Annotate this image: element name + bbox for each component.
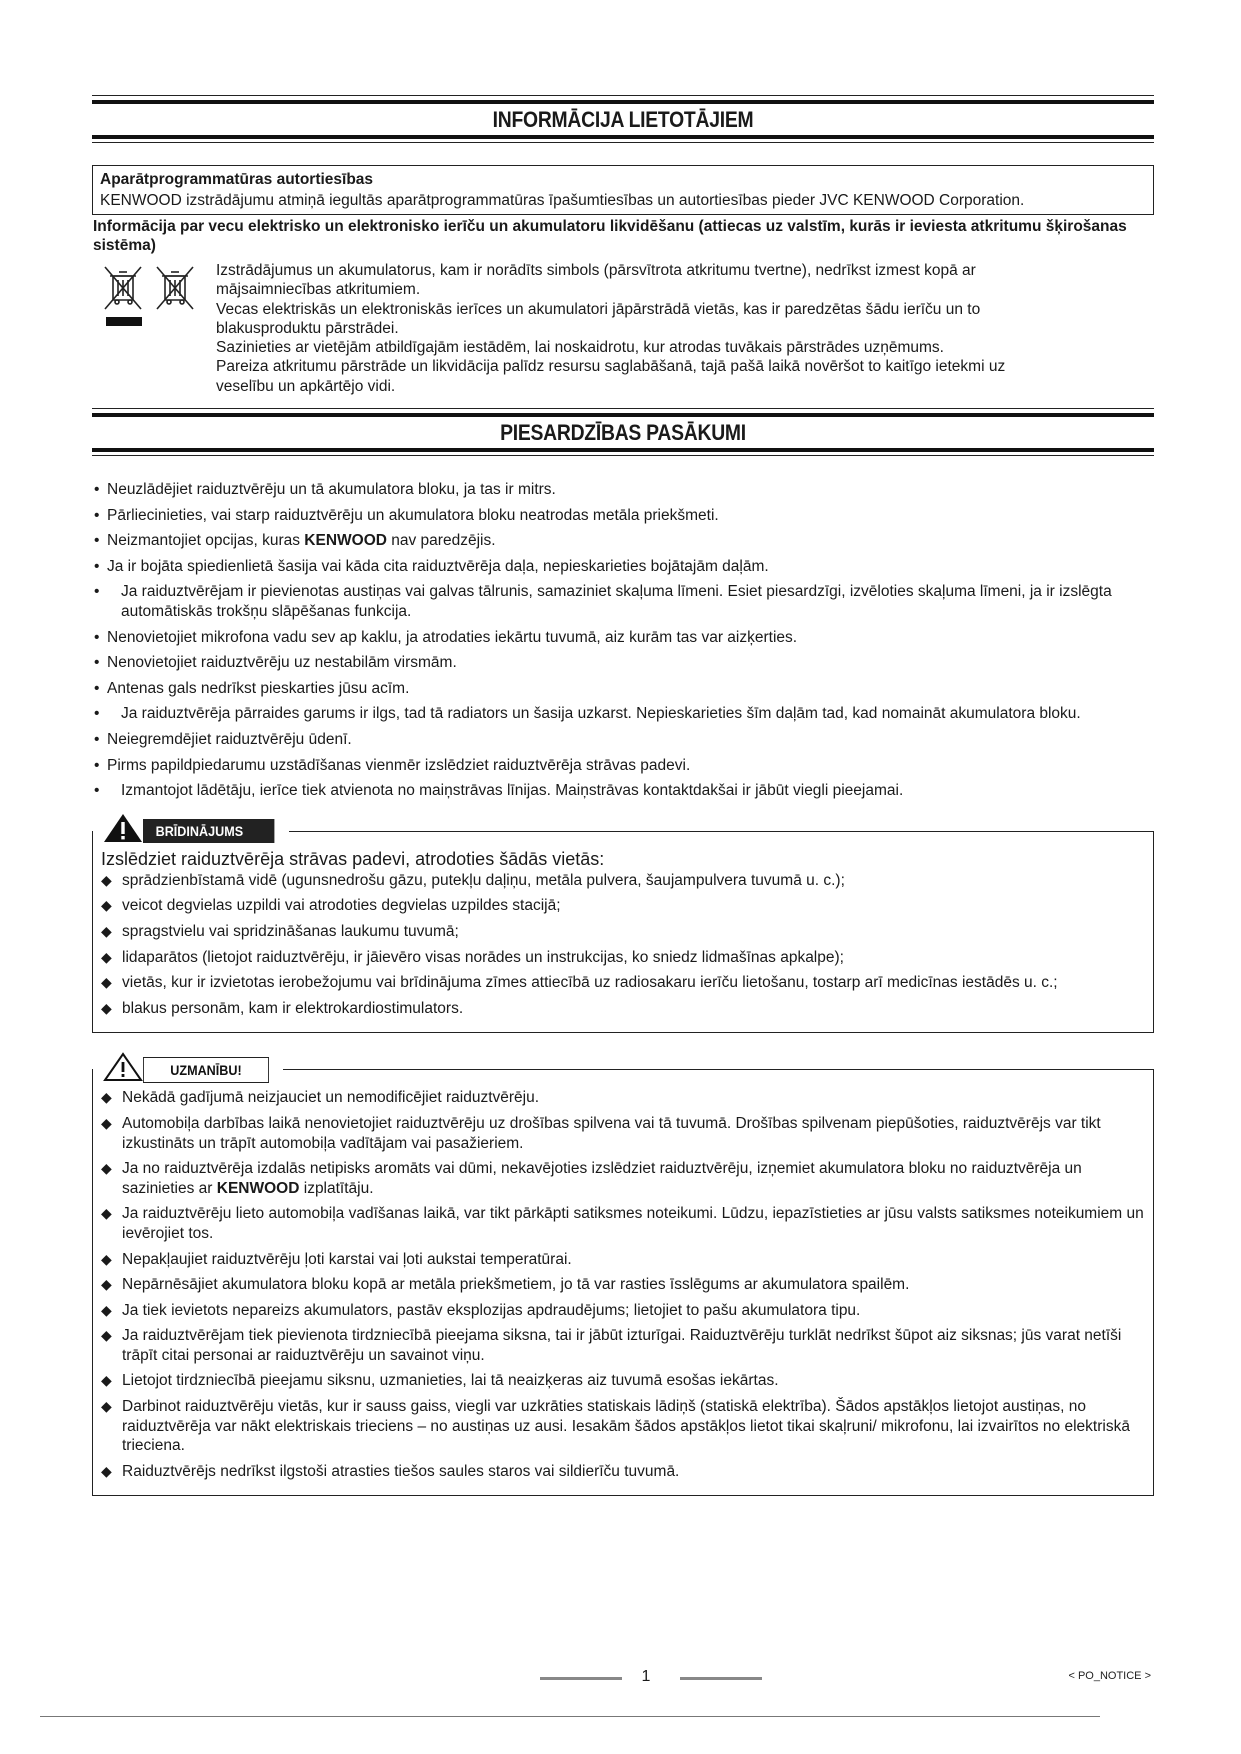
- list-item: • Pārliecinieties, vai starp raiduztvērēju un akumulatora bloku neatrodas metāla priekšmeti.: [92, 506, 1154, 526]
- disposal-line: Izstrādājumus un akumulatorus, kam ir norādīts simbols (pārsvītrota atkritumu tvertne), nedrīkst izmest kopā ar: [216, 262, 976, 279]
- list-item: ◆ veicot degvielas uzpildi vai atrodoties degvielas uzpildes stacijā;: [101, 896, 1145, 916]
- footer-rule-left: [540, 1677, 622, 1680]
- bin-bar-symbol: [106, 317, 142, 326]
- list-item: • Neizmantojiet opcijas, kuras KENWOOD nav paredzējis.: [92, 531, 1154, 551]
- list-item: ◆ Nekādā gadījumā neizjauciet un nemodificējiet raiduztvērēju.: [101, 1088, 1145, 1108]
- warning-tab: [93, 819, 289, 844]
- disposal-line: blakusproduktu pārstrādei.: [216, 319, 399, 337]
- footer-rule-right: [680, 1677, 762, 1680]
- caution-box: [92, 1061, 1154, 1496]
- list-item: • Neiegremdējiet raiduztvērēju ūdenī.: [92, 730, 1154, 750]
- disposal-line: veselību un apkārtējo vidi.: [216, 377, 396, 395]
- list-item: • Antenas gals nedrīkst pieskarties jūsu acīm.: [92, 679, 1154, 699]
- list-item: ◆ Ja raiduztvērējam tiek pievienota tirdzniecībā pieejama siksna, tai ir jābūt izturīgai. Raiduztvērēju turklāt nedrīkst šūpot aiz siksnas; jūs varat netīši trāpīt citai personai ar raiduztvērēju un savainot viņu.: [101, 1326, 1145, 1365]
- list-item: ◆ Nepārnēsājiet akumulatora bloku kopā ar metāla priekšmetiem, jo tā var rasties īsslēgums ar akumulatora spailēm.: [101, 1275, 1145, 1295]
- copyright-text: KENWOOD izstrādājumu atmiņā iegultās aparātprogrammatūras īpašumtiesības un autortiesības pieder JVC KENWOOD Corporation.: [100, 192, 1025, 209]
- list-item: ◆ Ja no raiduztvērēja izdalās netipisks aromāts vai dūmi, nekavējoties izslēdziet raiduztvērēju, izņemiet akumulatora bloku no raiduztvērēja un sazinieties ar KENWOOD izplatītāju.: [101, 1159, 1145, 1198]
- list-item: • Ja ir bojāta spiedienlietā šasija vai kāda cita raiduztvērēja daļa, nepieskarieties bojātajām daļām.: [92, 557, 1154, 577]
- list-item: • Pirms papildpiedarumu uzstādīšanas vienmēr izslēdziet raiduztvērēja strāvas padevi.: [92, 756, 1154, 776]
- warning-box: [92, 823, 1154, 1034]
- warning-label: BRĪDINĀJUMS: [143, 819, 274, 843]
- crossed-bin-bar-icon: [154, 265, 196, 311]
- disposal-heading: Informācija par vecu elektrisko un elektronisko ierīču un akumulatoru likvidēšanu (attiecas uz valstīm, kurās ir ieviesta atkritumu šķirošanas sistēma): [93, 218, 1127, 254]
- disposal-line: mājsaimniecības atkritumiem.: [216, 281, 421, 299]
- copyright-box: [92, 165, 1154, 215]
- list-item: • Nenovietojiet raiduztvērēju uz nestabilām virsmām.: [92, 653, 1154, 673]
- caution-list: [101, 1088, 1145, 1481]
- list-item: ◆ Darbinot raiduztvērēju vietās, kur ir sauss gaiss, viegli var uzkrāties statiskais lādiņš (statiskā elektrība). Šādos apstākļos lietojot austiņas, no raiduztvērēja var nākt elektriskais trieciens – no austiņas uz ausi. Iesakām šādos apstākļos lietot tikai skaļruni/ mikrofonu, lai izvairītos no elektriskā trieciena.: [101, 1397, 1145, 1456]
- precautions-list: [92, 480, 1154, 801]
- disposal-line: Vecas elektriskās un elektroniskās ierīces un akumulatori jāpārstrādā vietās, kas ir paredzētas šādu ierīču un to: [216, 300, 981, 318]
- copyright-heading: Aparātprogrammatūras autortiesības: [100, 171, 374, 188]
- list-item: ◆ Lietojot tirdzniecībā pieejamu siksnu, uzmanieties, lai tā neaizķeras aiz tuvumā esošas iekārtas.: [101, 1371, 1145, 1391]
- list-item: ◆ Automobiļa darbības laikā nenovietojiet raiduztvērēju uz drošības spilvena vai tā tuvumā. Drošības spilvenam piepūšoties, raiduztvērējs var tikt izkustināts un trāpīt automobiļa vadītājam vai pasažieriem.: [101, 1114, 1145, 1153]
- crossed-bin-icon: [102, 265, 144, 311]
- section-title: INFORMĀCIJA LIETOTĀJIEM: [492, 107, 754, 132]
- list-item: ◆ Raiduztvērējs nedrīkst ilgstoši atrasties tiešos saules staros vai sildierīču tuvumā.: [101, 1462, 1145, 1482]
- bottom-rule: [40, 1716, 1100, 1717]
- section-title-bar: [92, 95, 1154, 145]
- caution-triangle-icon: [103, 1052, 143, 1082]
- disposal-text: [216, 261, 1005, 396]
- warning-list: [101, 871, 1145, 1019]
- disposal-line: Pareiza atkritumu pārstrāde un likvidācija palīdz resursu saglabāšanā, tajā pašā laikā novēršot to kaitīgo ietekmi uz: [216, 358, 1006, 376]
- document-page: [92, 95, 1154, 1496]
- list-item: ◆ sprādzienbīstamā vidē (ugunsnedrošu gāzu, putekļu daļiņu, metāla pulvera, šaujampulvera tuvumā u. c.);: [101, 871, 1145, 891]
- warning-triangle-icon: [103, 813, 143, 843]
- list-item: ◆ lidaparātos (lietojot raiduztvērēju, ir jāievēro visas norādes un instrukcijas, ko sniedz lidmašīnas apkalpe);: [101, 948, 1145, 968]
- section-title: PIESARDZĪBAS PASĀKUMI: [500, 420, 746, 446]
- disposal-icons: [92, 261, 216, 331]
- list-item: • Izmantojot lādētāju, ierīce tiek atvienota no maiņstrāvas līnijas. Maiņstrāvas kontaktdakšai ir jābūt viegli pieejamai.: [92, 781, 1154, 801]
- caution-tab: [93, 1057, 283, 1082]
- list-item: • Neuzlādējiet raiduztvērēju un tā akumulatora bloku, ja tas ir mitrs.: [92, 480, 1154, 500]
- list-item: ◆ vietās, kur ir izvietotas ierobežojumu vai brīdinājuma zīmes attiecībā uz radiosakaru ierīču lietošanu, tostarp arī medicīnas iestādēs u. c.;: [101, 973, 1145, 993]
- page-footer: [0, 1668, 1241, 1688]
- list-item: ◆ Ja tiek ievietots nepareizs akumulators, pastāv eksplozijas apdraudējums; lietojiet to pašu akumulatora tipu.: [101, 1301, 1145, 1321]
- list-item: ◆ Ja raiduztvērēju lieto automobiļa vadīšanas laikā, var tikt pārkāpti satiksmes noteikumi. Lūdzu, iepazīstieties ar jūsu valsts satiksmes noteikumiem un ievērojiet tos.: [101, 1204, 1145, 1243]
- list-item: • Ja raiduztvērējam ir pievienotas austiņas vai galvas tālrunis, samaziniet skaļuma līmeni. Esiet piesardzīgi, izvēloties skaļuma līmeni, ja ir izslēgta automātiskās trokšņu slāpēšanas funkcija.: [92, 582, 1154, 621]
- disposal-line: Sazinieties ar vietējām atbildīgajām iestādēm, lai noskaidrotu, kur atrodas tuvākais pārstrādes uzņēmums.: [216, 339, 944, 357]
- list-item: ◆ Nepakļaujiet raiduztvērēju ļoti karstai vai ļoti aukstai temperatūrai.: [101, 1250, 1145, 1270]
- list-item: • Nenovietojiet mikrofona vadu sev ap kaklu, ja atrodaties iekārtu tuvumā, aiz kurām tas var aizķerties.: [92, 628, 1154, 648]
- list-item: • Ja raiduztvērēja pārraides garums ir ilgs, tad tā radiators un šasija uzkarst. Nepieskarieties šīm daļām tad, kad nomaināt akumulatora bloku.: [92, 704, 1154, 724]
- section-title-bar: [92, 408, 1154, 458]
- document-ref: < PO_NOTICE >: [1068, 1670, 1151, 1682]
- list-item: ◆ spragstvielu vai spridzināšanas laukumu tuvumā;: [101, 922, 1145, 942]
- caution-label: UZMANĪBU!: [143, 1057, 269, 1083]
- brand-name: KENWOOD: [304, 532, 387, 550]
- brand-name: KENWOOD: [216, 1179, 300, 1197]
- warning-intro: Izslēdziet raiduztvērēja strāvas padevi, atrodoties šādās vietās:: [101, 848, 605, 869]
- disposal-block: [92, 261, 1154, 396]
- list-item: ◆ blakus personām, kam ir elektrokardiostimulators.: [101, 999, 1145, 1019]
- page-number: 1: [641, 1668, 651, 1685]
